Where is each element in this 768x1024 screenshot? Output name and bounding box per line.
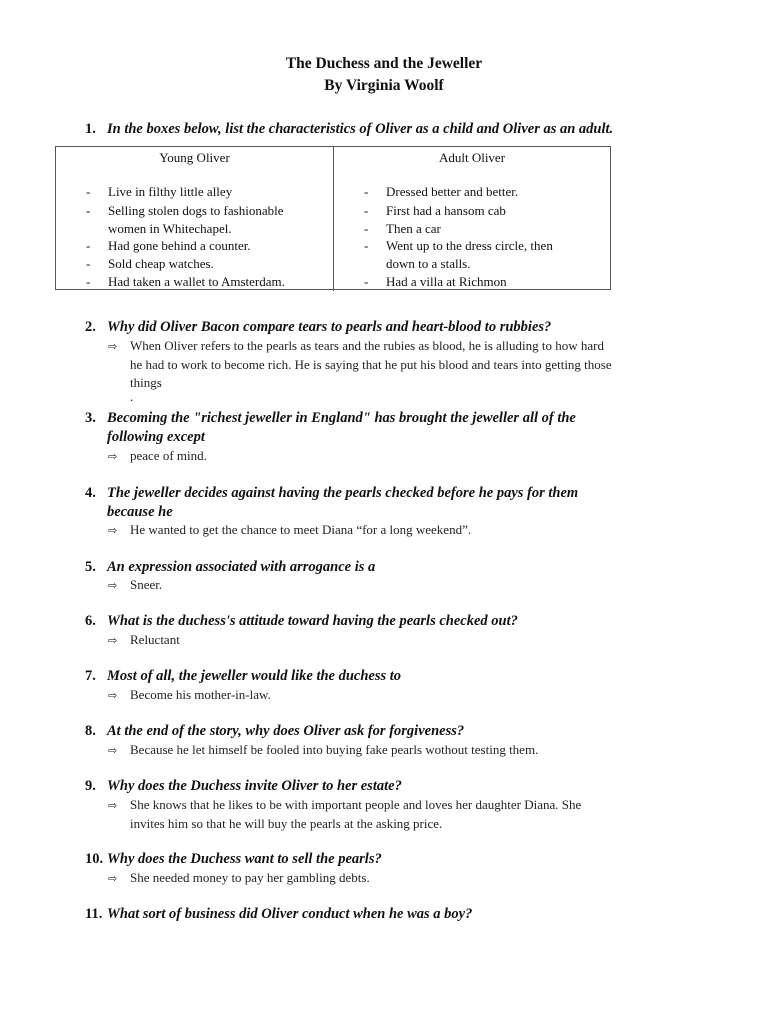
answer-4: ⇨ He wanted to get the chance to meet Diana “for a long weekend”. — [108, 521, 698, 540]
question-number: 1. — [85, 121, 96, 137]
arrow-icon: ⇨ — [108, 744, 118, 757]
arrow-icon: ⇨ — [108, 524, 118, 537]
answer-10: ⇨ She needed money to pay her gambling debts. — [108, 869, 698, 888]
question-text: Why does the Duchess want to sell the pearls? — [107, 851, 382, 867]
question-8: 8. At the end of the story, why does Oliver ask for forgiveness? — [85, 723, 465, 739]
answer-8: ⇨ Because he let himself be fooled into buying fake pearls wothout testing them. — [108, 741, 698, 760]
question-6: 6. What is the duchess's attitude toward having the pearls checked out? — [85, 613, 518, 629]
answer-2: ⇨ When Oliver refers to the pearls as tears and the rubies as blood, he is alluding to how hard he had to work to become rich. He is saying that he put his blood and tears into getting those things . — [108, 338, 612, 404]
question-text: At the end of the story, why does Oliver ask for forgiveness? — [107, 723, 465, 739]
question-text: The jeweller decides against having the pearls checked before he pays for them — [107, 485, 579, 501]
young-oliver-column: Young Oliver - Live in filthy little alley - Selling stolen dogs to fashionable women in Whitechapel. - Had gone behind a counter. - Sold cheap watches. - Had taken a wallet to Amsterdam. — [56, 147, 334, 291]
arrow-icon: ⇨ — [108, 450, 118, 463]
question-11: 11. What sort of business did Oliver conduct when he was a boy? — [85, 906, 473, 922]
question-1 — [85, 120, 685, 139]
document-author: By Virginia Woolf — [324, 77, 444, 94]
question-text: In the boxes below, list the characteristics of Oliver as a child and Oliver as an adult. — [107, 121, 614, 137]
adult-oliver-column: Adult Oliver - Dressed better and better. - First had a hansom cab - Then a car - Went up to the dress circle, then down to a stalls. - Had a villa at Richmon — [334, 147, 610, 291]
question-text: Why did Oliver Bacon compare tears to pearls and heart-blood to rubbies? — [107, 319, 552, 335]
question-text: What is the duchess's attitude toward having the pearls checked out? — [107, 613, 518, 629]
question-2: 2. Why did Oliver Bacon compare tears to pearls and heart-blood to rubbies? — [85, 319, 552, 335]
question-text: An expression associated with arrogance is a — [107, 559, 376, 575]
adult-oliver-header: Adult Oliver — [438, 150, 506, 165]
arrow-icon: ⇨ — [108, 872, 118, 885]
young-oliver-header: Young Oliver — [159, 150, 230, 165]
arrow-icon: ⇨ — [108, 340, 118, 353]
question-text: Becoming the "richest jeweller in England" has brought the jeweller all of the — [107, 410, 576, 426]
arrow-icon: ⇨ — [108, 799, 118, 812]
answer-9: ⇨ She knows that he likes to be with important people and loves her daughter Diana. She invites him so that he will buy the pearls at the asking price. — [108, 797, 582, 831]
question-4: 4. The jeweller decides against having the pearls checked before he pays for them because he — [85, 485, 579, 520]
answer-3: ⇨ peace of mind. — [108, 447, 698, 466]
question-9: 9. Why does the Duchess invite Oliver to her estate? — [85, 778, 402, 794]
answer-5: ⇨ Sneer. — [108, 576, 698, 595]
question-text: What sort of business did Oliver conduct when he was a boy? — [107, 906, 473, 922]
arrow-icon: ⇨ — [108, 579, 118, 592]
question-text: Why does the Duchess invite Oliver to her estate? — [107, 778, 402, 794]
arrow-icon: ⇨ — [108, 634, 118, 647]
question-7: 7. Most of all, the jeweller would like the duchess to — [85, 668, 402, 684]
characteristics-table — [55, 146, 611, 290]
document-title: The Duchess and the Jeweller — [285, 55, 483, 72]
question-5: 5. An expression associated with arrogance is a — [85, 559, 376, 575]
arrow-icon: ⇨ — [108, 689, 118, 702]
answer-7: ⇨ Become his mother-in-law. — [108, 686, 698, 705]
question-3: 3. Becoming the "richest jeweller in England" has brought the jeweller all of the following except — [85, 410, 576, 445]
question-text: Most of all, the jeweller would like the duchess to — [107, 668, 402, 684]
answer-6: ⇨ Reluctant — [108, 631, 698, 650]
question-10: 10. Why does the Duchess want to sell the pearls? — [85, 851, 382, 867]
